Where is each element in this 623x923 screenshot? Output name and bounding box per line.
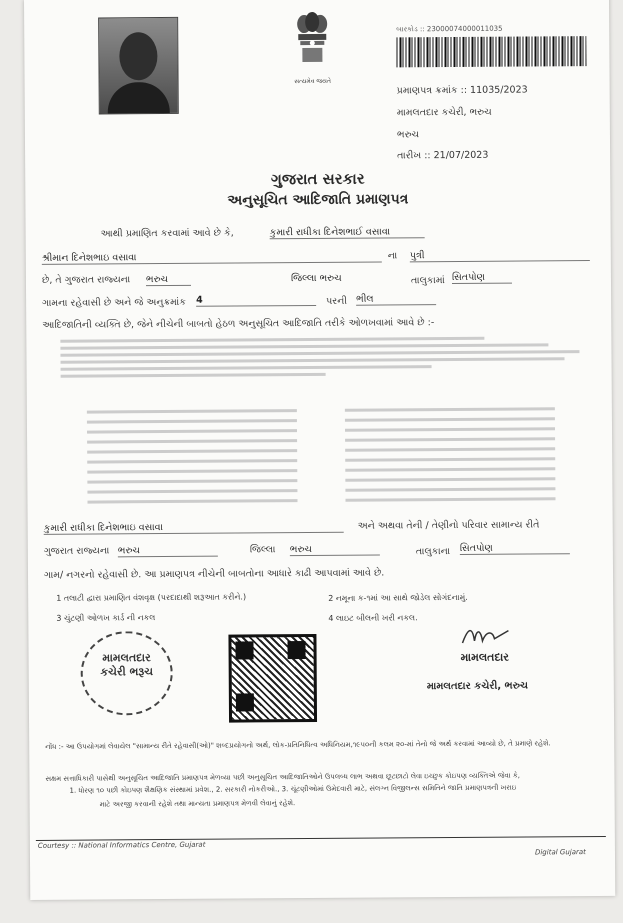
- intro-name: કુમારી રાધીકા દિનેશભાઈ વસાવા: [270, 226, 425, 239]
- state-label: ગુજરાત રાજ્યના: [43, 545, 110, 557]
- village-row-label: ગામના રહેવાસી છે અને જે અનુક્રમાંક: [42, 296, 186, 309]
- serial-number: 4: [196, 294, 316, 307]
- stamp-line-1: મામલતદાર: [102, 651, 151, 665]
- barcode-label: બારકોડ :: 23000074000011035: [396, 24, 503, 34]
- stamp-line-2: કચેરી ભરૂચ: [100, 665, 154, 679]
- emblem-caption: સત્યમેવ જયતે: [294, 77, 331, 86]
- issuing-place: ભરુચ: [396, 129, 420, 141]
- note-2: સક્ષમ સત્તાધિકારી પાસેથી અનુસૂચિત આદિજાતિ પ્રમાણપત્ર મેળવ્યા પછી અનુસૂચિત આદિજાતિઓને ઉપલબ્ધ લાભ અથવા છૂટછાટો લેવા ઇચ્છુક કોઇપણ વ્યક્તિએ જેવા કે,: [45, 771, 520, 783]
- district-2-label: જિલ્લા: [249, 544, 276, 556]
- official-stamp: [80, 631, 173, 716]
- certificate-page: [24, 0, 615, 900]
- taluka-2-label: તાલુકાના: [415, 546, 451, 558]
- orders-list-right: [345, 400, 556, 508]
- orders-list-left: [87, 402, 298, 510]
- second-name: કુમારી રાધીકા દિનેશભાઇ વસાવા: [44, 521, 344, 535]
- footer-brand: Digital Gujarat: [534, 848, 586, 857]
- applicant-photo: [98, 17, 179, 115]
- certificate-title: અનુસૂચિત આદિજાતિ પ્રમાણપત્ર: [227, 191, 409, 209]
- certificate-number: પ્રમાણપત્ર ક્રમાંક :: 11035/2023: [396, 84, 528, 97]
- qr-code: [228, 634, 317, 723]
- district-2-name: ભરુચ: [290, 544, 380, 557]
- basis-item-4: 4 લાઇટ બીલની ખરી નકલ.: [328, 613, 418, 623]
- basis-item-2: 2 નમૂના ક-૧માં આ સાથે જોડેલ સોગંદનામું.: [328, 592, 468, 603]
- taluka-2-value: સિતપોણ: [460, 542, 570, 555]
- signatory-designation: મામલતદાર: [460, 650, 510, 664]
- issue-date: તારીખ :: 21/07/2023: [397, 149, 489, 162]
- signatory-office: મામલતદાર કચેરી, ભરુચ: [426, 680, 528, 693]
- legal-references-block: [60, 332, 590, 392]
- relation: પુત્રી: [410, 249, 590, 262]
- barcode: [396, 36, 586, 67]
- resident-label: છે, તે ગુજરાત રાજ્યના: [41, 274, 131, 286]
- note-1: નોંધ :- આ ઉપયોગમાં લેવાયેલ "સામાન્ય રીતે રહેવાસી(ઓ)" શબ્દપ્રયોગનો અર્થ, લોક-પ્રતિનિધિત્વ અધિનિયમ,૧૯૫૦ની કલમ ૨૦-માં તેનો જે અર્થ કરવામાં આવ્યો છે, તે પ્રમાણે રહેશે.: [45, 739, 551, 751]
- parent-name: શ્રીમાન દિનેશભાઇ વસાવા: [42, 251, 382, 265]
- footer-courtesy: Courtesy :: National Informatics Centre, Gujarat: [37, 840, 206, 850]
- taluka-label: તાલુકામાં: [410, 275, 445, 287]
- basis-item-1: 1 તલાટી દ્વારા પ્રમાણિત વંશવૃક્ષ (પરદાદાથી શરૂઆત કરીને.): [56, 592, 247, 603]
- family-note: અને અથવા તેની / તેણીનો પરિવાર સામાન્ય રીતે: [357, 519, 540, 532]
- national-emblem-icon: [292, 10, 332, 70]
- na-label: ના: [387, 250, 398, 262]
- district-value: ભરુચ: [146, 274, 191, 286]
- village-note: ગામ/ નગરનો રહેવાસી છે. આ પ્રમાણપત્ર નીચેની બાબતોના આધારે કાઢી આપવામાં આવે છે.: [43, 567, 385, 581]
- taluka-value: સિતપોણ: [452, 272, 512, 284]
- intro-label: આથી પ્રમાણિત કરવામાં આવે છે કે,: [100, 227, 234, 240]
- note-3: 1. ધોરણ ૧૦ પછી કોઇપણ શૈક્ષણિક સંસ્થામાં પ્રવેશ., 2. સરકારી નોકરીઓ., 3. ચૂંટણીઓમાં ઉમેદવારી માટે, સંલગ્ન વિજીલન્સ સમિતિને જાતિ પ્રમાણપત્રની ખરાઇ: [69, 783, 517, 795]
- footer-divider: [36, 836, 606, 841]
- district-2-value: ભરુચ: [118, 545, 218, 558]
- district-label: જિલ્લા ભરુચ: [290, 272, 342, 285]
- basis-item-3: 3 ચુંટણી ઓળખ કાર્ડ ની નકલ: [56, 613, 156, 623]
- tribe-note: આદિજાતિની વ્યક્તિ છે, જેને નીચેની બાબતો હેઠળ અનુસૂચિત આદિજાતિ તરીકે ઓળખવામાં આવે છે :-: [42, 317, 435, 331]
- tribe-value: ભીલ: [356, 293, 436, 306]
- issuing-office: મામલતદાર કચેરી, ભરુચ: [396, 106, 492, 119]
- signature-image: [458, 625, 518, 647]
- tribe-label: પરની: [326, 295, 348, 307]
- note-4: માટે અરજી કરવાની રહેશે તથા માન્યતા પ્રમાણપત્ર મેળવી લેવાનું રહેશે.: [99, 799, 296, 809]
- government-title: ગુજરાત સરકાર: [270, 169, 365, 189]
